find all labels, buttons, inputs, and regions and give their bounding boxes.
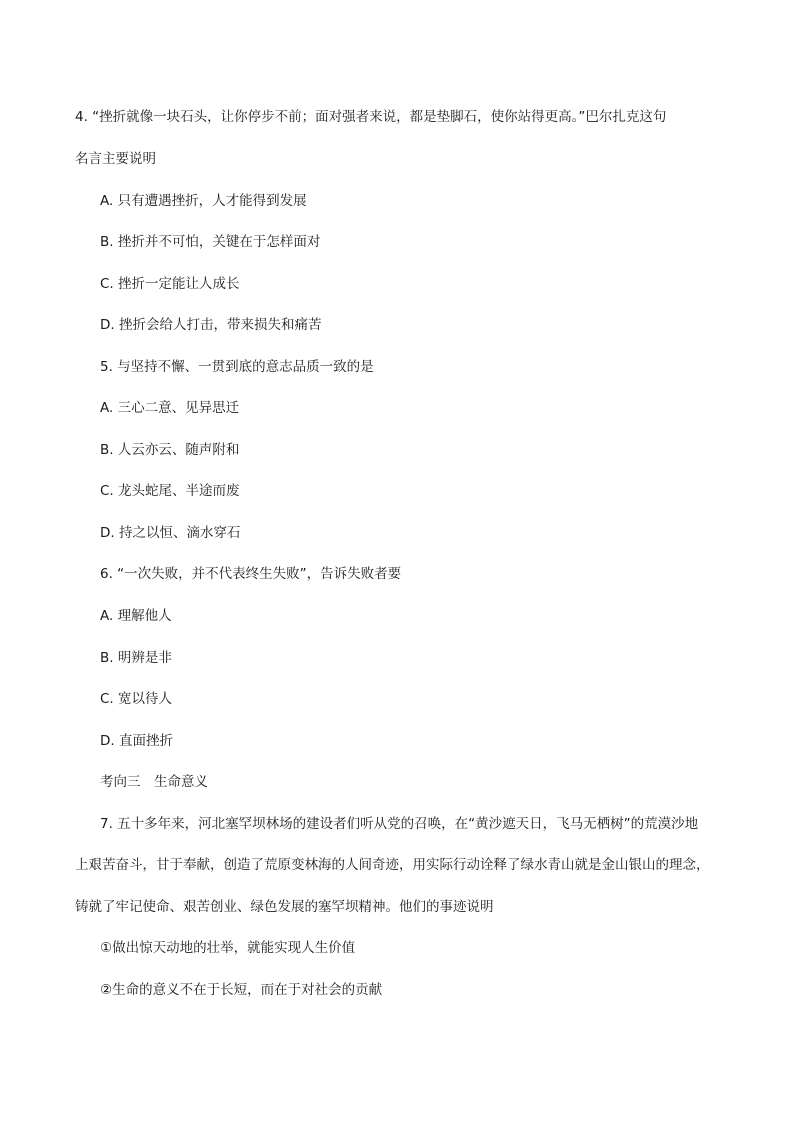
question-7-stem-line-1: 7. 五十多年来，河北塞罕坝林场的建设者们听从党的召唤，在“黄沙遮天日，飞马无栖树”的荒漠沙地 [100, 816, 699, 832]
question-5-option-d: D. 持之以恒、滴水穿石 [100, 525, 241, 541]
question-4-option-a: A. 只有遭遇挫折，人才能得到发展 [100, 193, 307, 209]
question-4-stem-line-2: 名言主要说明 [75, 151, 156, 167]
question-5-option-c: C. 龙头蛇尾、半途而废 [100, 483, 240, 499]
question-6-option-a: A. 理解他人 [100, 608, 172, 624]
question-6-option-d: D. 直面挫折 [100, 733, 173, 749]
question-5-stem: 5. 与坚持不懈、一贯到底的意志品质一致的是 [100, 359, 374, 375]
question-7-item-1: ①做出惊天动地的壮举，就能实现人生价值 [100, 940, 356, 956]
question-6-option-c: C. 宽以待人 [100, 691, 173, 707]
question-4-option-b: B. 挫折并不可怕，关键在于怎样面对 [100, 234, 321, 250]
question-7-item-2: ②生命的意义不在于长短，而在于对社会的贡献 [100, 982, 383, 998]
section-heading: 考向三 生命意义 [100, 774, 208, 790]
question-7-stem-line-2: 上艰苦奋斗，甘于奉献，创造了荒原变林海的人间奇迹，用实际行动诠释了绿水青山就是金山银山的理念， [75, 857, 710, 873]
question-6-stem: 6. “一次失败，并不代表终生失败”，告诉失败者要 [100, 566, 402, 582]
question-7-stem-line-3: 铸就了牢记使命、艰苦创业、绿色发展的塞罕坝精神。他们的事迹说明 [75, 899, 494, 915]
question-4-option-d: D. 挫折会给人打击，带来损失和痛苦 [100, 317, 322, 333]
question-6-option-b: B. 明辨是非 [100, 650, 172, 666]
question-4-option-c: C. 挫折一定能让人成长 [100, 276, 240, 292]
question-5-option-b: B. 人云亦云、随声附和 [100, 442, 240, 458]
question-4-stem-line-1: 4. “挫折就像一块石头，让你停步不前；面对强者来说，都是垫脚石，使你站得更高。”巴尔扎克这句 [75, 109, 667, 125]
question-5-option-a: A. 三心二意、见异思迁 [100, 400, 240, 416]
